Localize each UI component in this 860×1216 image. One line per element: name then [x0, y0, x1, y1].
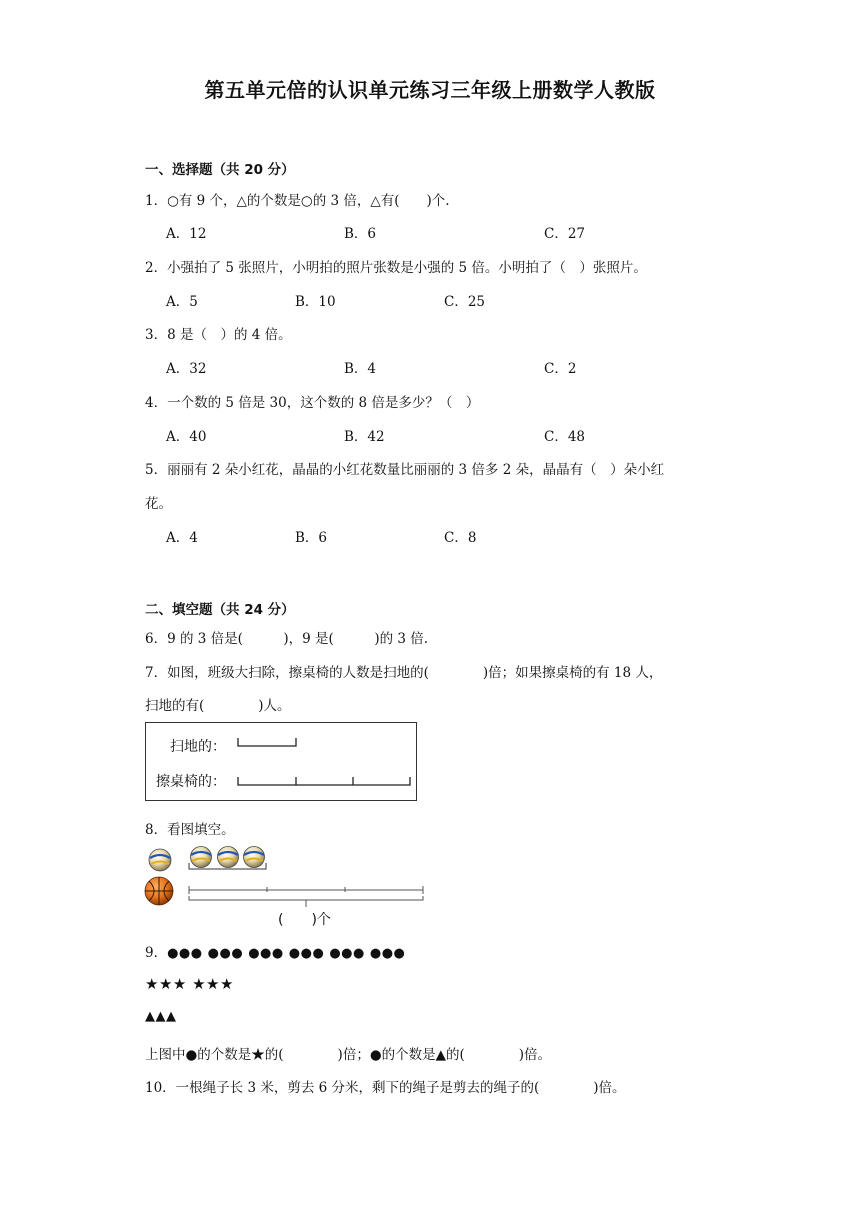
basketball-segments: [189, 886, 423, 907]
question-10: 10．一根绳子长 3 米，剪去 6 分米，剩下的绳子是剪去的绳子的( )倍。: [145, 1080, 626, 1096]
question-8: 8．看图填空。: [145, 822, 235, 838]
option-4b: B．42: [344, 429, 385, 445]
question-5-line1: 5．丽丽有 2 朵小红花，晶晶的小红花数量比丽丽的 3 倍多 2 朵，晶晶有（ ）朵小红: [145, 462, 665, 478]
option-2c: C．25: [444, 294, 486, 310]
question-4: 4．一个数的 5 倍是 30，这个数的 8 倍是多少？（ ）: [145, 395, 480, 411]
question-7-line2: 扫地的有( )人。: [145, 698, 291, 714]
question-2: 2．小强拍了 5 张照片，小明拍的照片张数是小强的 5 倍。小明拍了（ ）张照片。: [145, 260, 647, 276]
dots-row: ●●● ●●● ●●● ●●● ●●● ●●●: [167, 946, 406, 961]
option-4a: A．40: [166, 429, 207, 445]
triangles-row: ▲▲▲: [145, 1009, 177, 1024]
section-heading-choice: 一、选择题（共 20 分）: [145, 162, 295, 178]
label-sweepers: 扫地的：: [170, 739, 226, 755]
question-3: 3．8 是（ ）的 4 倍。: [145, 327, 292, 343]
volleyball-icon: [218, 847, 239, 868]
question-9-number: 9．: [145, 945, 168, 961]
question-1: 1．○有 9 个，△的个数是○的 3 倍，△有( )个.: [145, 193, 450, 209]
question-9-text: 上图中●的个数是★的( )倍；●的个数是▲的( )倍。: [145, 1047, 552, 1063]
option-3a: A．32: [166, 361, 207, 377]
option-2a: A．5: [166, 294, 198, 310]
stars-row: ★★★ ★★★: [145, 975, 234, 993]
option-1b: B．6: [344, 226, 377, 242]
question-7-line1: 7．如图，班级大扫除，擦桌椅的人数是扫地的( )倍；如果擦桌椅的有 18 人，: [145, 665, 663, 681]
option-1c: C．27: [544, 226, 586, 242]
figure-q7: [145, 722, 417, 801]
segment-diagram: [146, 723, 416, 800]
question-6: 6．9 的 3 倍是( )，9 是( )的 3 倍.: [145, 631, 429, 647]
volleyball-icon: [244, 847, 265, 868]
question-9-row-dots: [145, 941, 405, 961]
option-5a: A．4: [166, 530, 198, 546]
section-heading-fill: 二、填空题（共 24 分）: [145, 602, 295, 618]
label-wipers: 擦桌椅的：: [156, 774, 226, 790]
option-2b: B．10: [295, 294, 336, 310]
volleyball-icon: [191, 847, 212, 868]
page-title: 第五单元倍的认识单元练习三年级上册数学人教版: [204, 78, 656, 102]
basketball-icon: [145, 877, 173, 905]
option-5c: C．8: [444, 530, 477, 546]
option-4c: C．48: [544, 429, 586, 445]
option-3b: B．4: [344, 361, 377, 377]
sweepers-segment: [238, 738, 296, 746]
option-1a: A．12: [166, 226, 207, 242]
option-3c: C．2: [544, 361, 577, 377]
option-5b: B．6: [295, 530, 328, 546]
wipers-segment: [238, 777, 410, 785]
question-5-line2: 花。: [145, 496, 172, 512]
answer-label-q8: ( )个: [278, 912, 331, 928]
volleyball-icon: [149, 849, 171, 871]
